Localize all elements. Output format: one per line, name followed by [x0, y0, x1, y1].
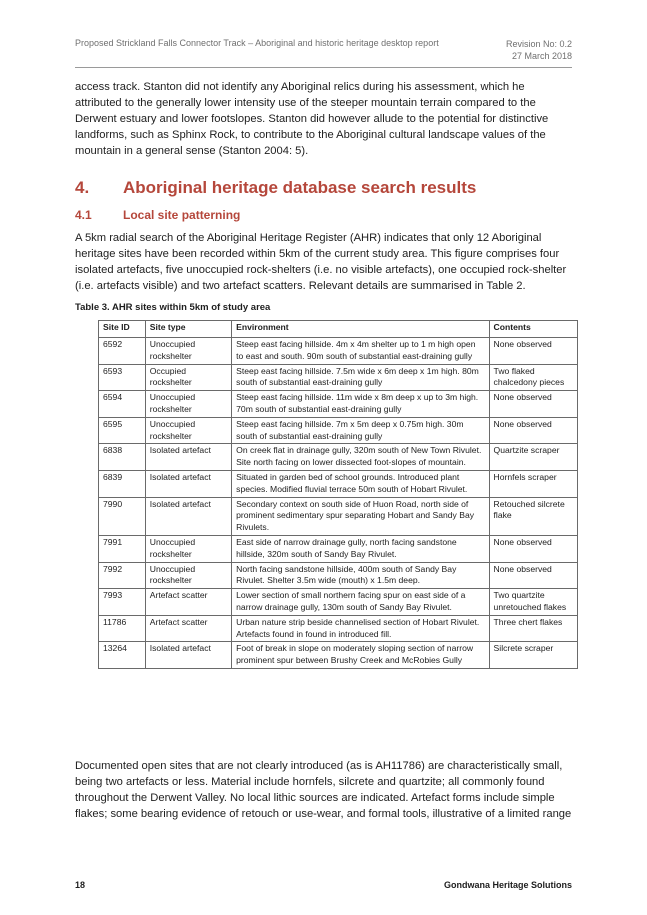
contents-cell: Silcrete scraper: [489, 642, 577, 669]
table-row: [99, 642, 578, 669]
table-row: [99, 391, 578, 418]
environment-cell: Situated in garden bed of school grounds. Introduced plant species. Modified fluvial terrace 50m south of Hobart Rivulet.: [232, 470, 489, 497]
site-id-cell: 6593: [99, 364, 146, 391]
environment-cell: On creek flat in drainage gully, 320m south of New Town Rivulet. Site north facing on lower dissected foot-slopes of mountain.: [232, 444, 489, 471]
table-row: [99, 417, 578, 444]
site-id-cell: 6595: [99, 417, 146, 444]
environment-cell: North facing sandstone hillside, 400m south of Sandy Bay Rivulet. Shelter 3.5m wide (mouth) x 1.5m deep.: [232, 562, 489, 589]
contents-cell: Retouched silcrete flake: [489, 497, 577, 535]
closing-paragraph: Documented open sites that are not clearly introduced (as is AH11786) are characteristically small, being two artefacts or less. Material include hornfels, silcrete and quartzite; all commonly found throughout the Derwent Valley. No local lithic sources are indicated. Artefact forms include simple flakes; some bearing evidence of retouch or use-wear, and formal tools, illustrative of a limited range: [75, 760, 572, 820]
subsection-number: 4.1: [75, 208, 92, 222]
page-number: 18: [75, 880, 86, 890]
contents-cell: None observed: [489, 338, 577, 365]
column-header-environment: Environment: [232, 321, 489, 338]
site-id-cell: 6594: [99, 391, 146, 418]
site-type-cell: Unoccupied rockshelter: [145, 338, 231, 365]
revision-number: Revision No: 0.2: [505, 39, 572, 49]
environment-cell: Lower section of small northern facing spur on east side of a narrow drainage gully, 130m south of Sandy Bay Rivulet.: [232, 589, 489, 616]
contents-cell: Hornfels scraper: [489, 470, 577, 497]
environment-cell: Steep east facing hillside. 4m x 4m shelter up to 1 m high open to east and south. 90m south of substantial east-draining gully: [232, 338, 489, 365]
site-id-cell: 6839: [99, 470, 146, 497]
contents-cell: None observed: [489, 391, 577, 418]
subsection-title: Local site patterning: [123, 208, 241, 222]
page-footer: [75, 880, 572, 890]
contents-cell: Quartzite scraper: [489, 444, 577, 471]
site-id-cell: 13264: [99, 642, 146, 669]
contents-cell: Two flaked chalcedony pieces: [489, 364, 577, 391]
environment-cell: Steep east facing hillside. 7.5m wide x 6m deep x 1m high. 80m south of substantial east-draining gully: [232, 364, 489, 391]
environment-cell: Secondary context on south side of Huon Road, north side of prominent sedimentary spur separating Hobart and Sandy Bay Rivulets.: [232, 497, 489, 535]
environment-cell: Foot of break in slope on moderately sloping section of narrow prominent spur between Brushy Creek and McRobies Gully: [232, 642, 489, 669]
company-name: Gondwana Heritage Solutions: [443, 880, 572, 890]
table-caption: Table 3. AHR sites within 5km of study area: [75, 302, 271, 313]
environment-cell: Urban nature strip beside channelised section of Hobart Rivulet. Artefacts found in found in introduced fill.: [232, 615, 489, 642]
site-id-cell: 11786: [99, 615, 146, 642]
contents-cell: Two quartzite unretouched flakes: [489, 589, 577, 616]
site-id-cell: 7990: [99, 497, 146, 535]
table-row: [99, 444, 578, 471]
subsection-heading: [75, 208, 240, 222]
column-header-site-type: Site type: [145, 321, 231, 338]
section-number: 4.: [75, 178, 90, 197]
section-title: Aboriginal heritage database search results: [123, 178, 477, 197]
site-type-cell: Isolated artefact: [145, 497, 231, 535]
table-row: [99, 535, 578, 562]
contents-cell: None observed: [489, 535, 577, 562]
site-type-cell: Unoccupied rockshelter: [145, 562, 231, 589]
environment-cell: East side of narrow drainage gully, north facing sandstone hillside, 320m south of Sandy Bay Rivulet.: [232, 535, 489, 562]
page-header: [75, 38, 572, 64]
ahr-sites-table: [98, 320, 578, 669]
contents-cell: None observed: [489, 562, 577, 589]
header-divider: [75, 67, 572, 68]
table-row: [99, 470, 578, 497]
table-row: [99, 562, 578, 589]
table-row: [99, 497, 578, 535]
column-header-site-id: Site ID: [99, 321, 146, 338]
site-type-cell: Unoccupied rockshelter: [145, 535, 231, 562]
revision-date: 27 March 2018: [511, 51, 572, 61]
site-id-cell: 7991: [99, 535, 146, 562]
table-header-row: [99, 321, 578, 338]
column-header-contents: Contents: [489, 321, 577, 338]
site-type-cell: Unoccupied rockshelter: [145, 417, 231, 444]
table-row: [99, 364, 578, 391]
site-type-cell: Artefact scatter: [145, 589, 231, 616]
environment-cell: Steep east facing hillside. 11m wide x 8m deep x up to 3m high. 70m south of substantial east-draining gully: [232, 391, 489, 418]
table-row: [99, 338, 578, 365]
site-id-cell: 7992: [99, 562, 146, 589]
body-paragraph: A 5km radial search of the Aboriginal Heritage Register (AHR) indicates that only 12 Aboriginal heritage sites have been recorded within 5km of the current study area. This figure comprises four isolated artefacts, five unoccupied rock-shelters (i.e. no visible artefacts), one occupied rock-shelter (i.e. artefacts visible) and two artefact scatters. Relevant details are summarised in Table 2.: [75, 232, 567, 292]
site-type-cell: Isolated artefact: [145, 444, 231, 471]
contents-cell: Three chert flakes: [489, 615, 577, 642]
contents-cell: None observed: [489, 417, 577, 444]
document-title: Proposed Strickland Falls Connector Track – Aboriginal and historic heritage desktop report: [75, 38, 439, 48]
revision-block: [506, 38, 572, 62]
environment-cell: Steep east facing hillside. 7m x 5m deep x 0.75m high. 30m south of substantial east-draining gully: [232, 417, 489, 444]
section-heading: [75, 178, 476, 198]
site-type-cell: Occupied rockshelter: [145, 364, 231, 391]
site-type-cell: Isolated artefact: [145, 642, 231, 669]
table-row: [99, 615, 578, 642]
intro-paragraph: access track. Stanton did not identify any Aboriginal relics during his assessment, which he attributed to the generally lower intensity use of the steeper mountain terrain compared to the Derwent estuary and lower footslopes. Stanton did however allude to the potential for distinctive landforms, such as Sphinx Rock, to contribute to the Aboriginal cultural landscape values of the mountain in a general sense (Stanton 2004: 5).: [75, 81, 549, 157]
site-id-cell: 7993: [99, 589, 146, 616]
table-row: [99, 589, 578, 616]
site-id-cell: 6592: [99, 338, 146, 365]
site-type-cell: Isolated artefact: [145, 470, 231, 497]
site-id-cell: 6838: [99, 444, 146, 471]
site-type-cell: Unoccupied rockshelter: [145, 391, 231, 418]
site-type-cell: Artefact scatter: [145, 615, 231, 642]
